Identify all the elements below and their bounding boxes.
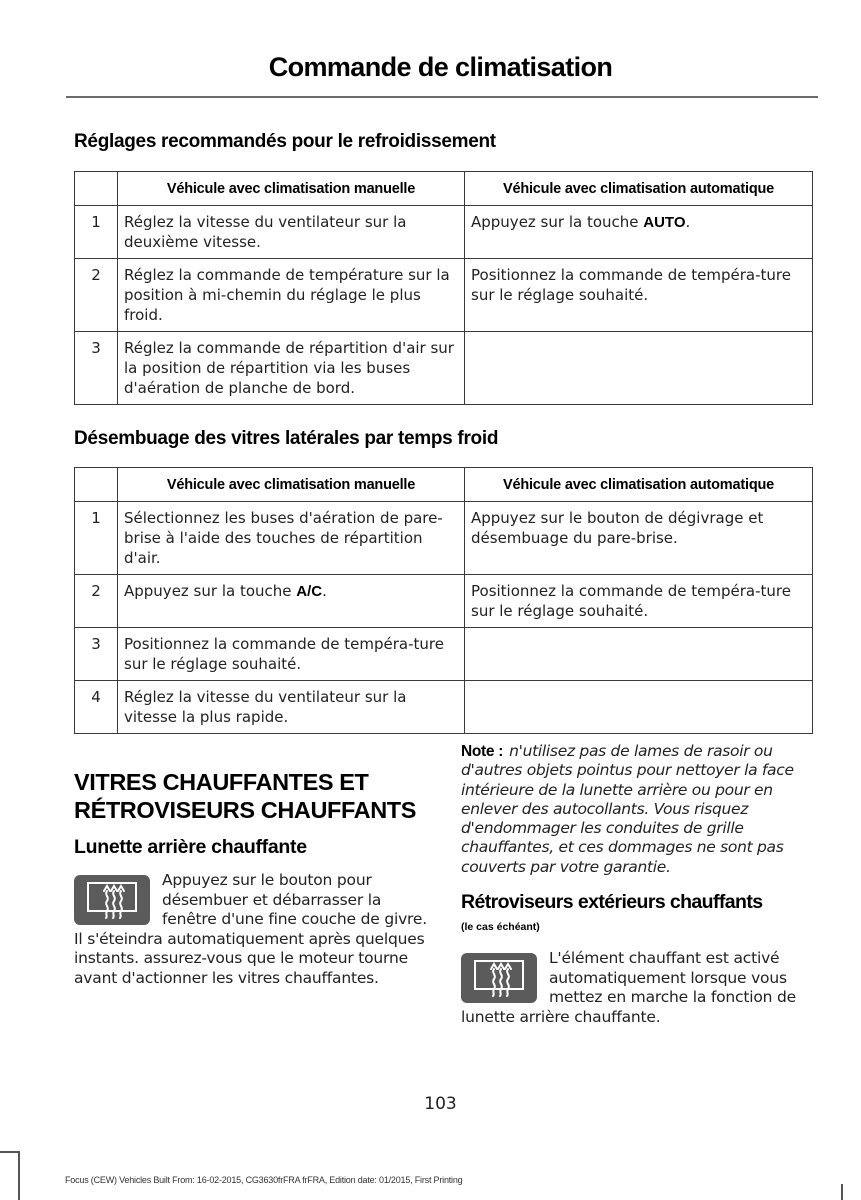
manual-step <box>118 628 465 681</box>
auto-step: Positionnez la commande de tempéra-ture sur le réglage souhaité. <box>465 575 813 628</box>
table-header-row <box>75 468 813 502</box>
table-row <box>75 332 813 405</box>
footer-imprint: Focus (CEW) Vehicles Built From: 16-02-2015, CG3630frFRA frFRA, Edition date: 01/2015, First Printing <box>65 1175 463 1185</box>
title-divider <box>66 96 818 98</box>
column-header-num <box>75 172 118 206</box>
page-title: Commande de climatisation <box>268 52 613 82</box>
crop-mark <box>18 1151 20 1200</box>
crop-mark <box>841 1184 843 1200</box>
manual-step-text: Positionnez la commande de tempéra-ture sur le réglage souhaité. <box>124 635 444 673</box>
table-row <box>75 206 813 259</box>
note-text: n'utilisez pas de lames de rasoir ou d'autres objets pointus pour nettoyer la face intérieure de la lunette arrière ou pour en enlever des autocollants. Vous risquez d'endommager les conduites de grille chauffantes, et ces dommages ne sont pas couverts par votre garantie. <box>461 742 794 876</box>
rear-defrost-icon <box>74 875 150 925</box>
manual-step: Réglez la commande de température sur la position à mi-chemin du réglage le plus froid. <box>118 259 465 332</box>
column-header-auto: Véhicule avec climatisation automatique <box>465 172 813 206</box>
crop-mark <box>0 1151 19 1153</box>
step-number: 3 <box>75 332 118 405</box>
mirrors-description <box>461 949 816 1027</box>
manual-step <box>118 681 465 734</box>
manual-step <box>118 575 465 628</box>
manual-key-label: A/C <box>296 583 323 600</box>
mirrors-qualifier: (le cas échéant) <box>461 921 540 933</box>
table-row <box>75 502 813 575</box>
manual-step <box>118 502 465 575</box>
step-number: 2 <box>75 259 118 332</box>
rear-window-description <box>74 871 430 988</box>
auto-step <box>465 681 813 734</box>
defog-table <box>74 467 813 734</box>
column-header-manual: Véhicule avec climatisation manuelle <box>118 172 465 206</box>
table-row <box>75 681 813 734</box>
cooling-heading: Réglages recommandés pour le refroidissement <box>74 131 496 152</box>
cooling-table <box>74 171 813 405</box>
auto-step-text: Appuyez sur la touche <box>471 213 644 231</box>
auto-step: Appuyez sur le bouton de dégivrage et désembuage du pare-brise. <box>465 502 813 575</box>
step-number: 4 <box>75 681 118 734</box>
auto-step <box>465 259 813 332</box>
table-row <box>75 575 813 628</box>
step-number: 1 <box>75 206 118 259</box>
table-row <box>75 259 813 332</box>
table-row <box>75 628 813 681</box>
mirrors-heading: Rétroviseurs extérieurs chauffants <box>461 891 763 913</box>
step-number: 3 <box>75 628 118 681</box>
table-header-row <box>75 172 813 206</box>
manual-step: Réglez la commande de répartition d'air sur la position de répartition via les buses d'aération de planche de bord. <box>118 332 465 405</box>
mirrors-text: L'élément chauffant est activé automatiquement lorsque vous mettez en marche la fonction de lunette arrière chauffante. <box>461 949 796 1026</box>
step-number: 2 <box>75 575 118 628</box>
auto-key-label: AUTO <box>643 214 686 231</box>
column-header-manual: Véhicule avec climatisation manuelle <box>118 468 465 502</box>
step-number: 1 <box>75 502 118 575</box>
defog-heading: Désembuage des vitres latérales par temps froid <box>74 428 499 449</box>
manual-step-suffix: . <box>322 582 327 600</box>
auto-step-text: Positionnez la commande de tempéra-ture sur le réglage souhaité. <box>471 266 791 304</box>
heated-section-heading: VITRES CHAUFFANTES ET RÉTROVISEURS CHAUFFANTS <box>74 769 417 823</box>
manual-step-text: Réglez la vitesse du ventilateur sur la vitesse la plus rapide. <box>124 688 407 726</box>
manual-step: Réglez la vitesse du ventilateur sur la deuxième vitesse. <box>118 206 465 259</box>
column-header-num <box>75 468 118 502</box>
column-header-auto: Véhicule avec climatisation automatique <box>465 468 813 502</box>
rear-defrost-icon <box>461 953 537 1003</box>
auto-step <box>465 206 813 259</box>
auto-step-suffix: . <box>685 213 691 231</box>
rear-window-text: Appuyez sur le bouton pour désembuer et débarrasser la fenêtre d'une fine couche de givre. Il s'éteindra automatiquement après quelques instants. assurez-vous que le moteur tourne avant d'actionner les vitres chauffantes. <box>74 871 427 987</box>
auto-step <box>465 332 813 405</box>
page-number: 103 <box>424 1094 457 1114</box>
note-label: Note : <box>461 743 504 760</box>
manual-step-text: Sélectionnez les buses d'aération de pare-brise à l'aide des touches de répartition d'air. <box>124 509 443 567</box>
warning-note <box>461 742 816 877</box>
auto-step <box>465 628 813 681</box>
manual-step-text: Appuyez sur la touche <box>124 582 297 600</box>
rear-window-heading: Lunette arrière chauffante <box>74 836 307 858</box>
